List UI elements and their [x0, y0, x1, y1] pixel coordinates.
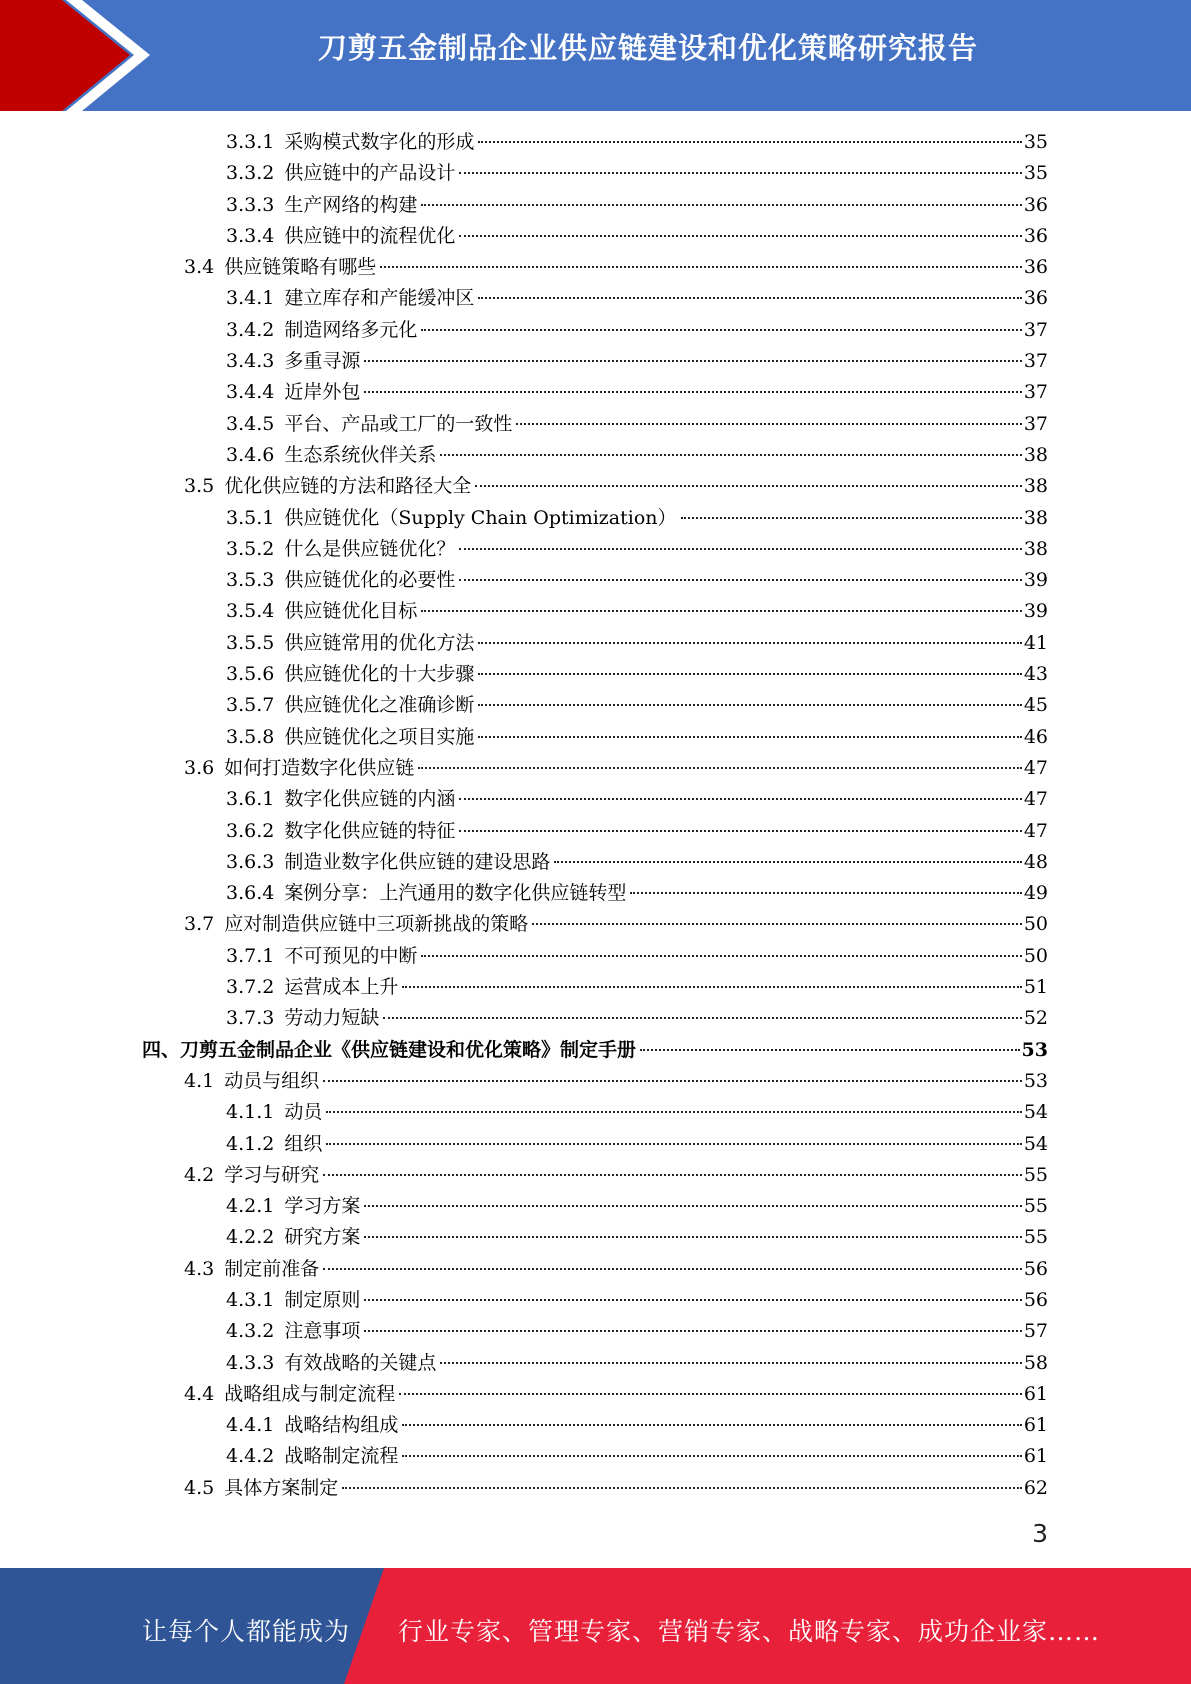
toc-entry-number: 3.7.1	[226, 944, 275, 967]
toc-entry-page: 56	[1023, 1257, 1048, 1280]
toc-dot-leader	[478, 641, 1021, 644]
toc-entry-number: 3.4.6	[226, 443, 275, 466]
toc-entry-label: 多重寻源	[284, 350, 361, 373]
toc-dot-leader	[323, 1173, 1022, 1176]
toc-entry-page: 39	[1023, 569, 1048, 592]
toc-dot-leader	[383, 1016, 1021, 1019]
toc-entry-label: 不可预见的中断	[284, 944, 418, 967]
toc-entry-label: 战略结构组成	[284, 1414, 399, 1437]
toc-entry[interactable]	[142, 596, 1048, 627]
toc-entry-label: 制定原则	[284, 1288, 361, 1311]
toc-entry-label: 供应链优化的十大步骤	[284, 663, 475, 686]
toc-entry-label: 制定前准备	[224, 1257, 320, 1280]
toc-dot-leader	[640, 1048, 1020, 1051]
toc-entry-page: 38	[1023, 443, 1048, 466]
toc-entry-page: 55	[1023, 1226, 1048, 1249]
toc-entry[interactable]	[142, 784, 1048, 815]
toc-entry-page: 48	[1023, 850, 1048, 873]
toc-entry[interactable]	[142, 941, 1048, 972]
toc-entry-page: 50	[1023, 944, 1048, 967]
toc-entry-number: 4.2.2	[226, 1226, 275, 1249]
toc-entry-number: 3.5.8	[226, 725, 275, 748]
toc-entry-label: 供应链优化目标	[284, 600, 418, 623]
toc-entry-number: 3.5.7	[226, 694, 275, 717]
toc-entry-label: 数字化供应链的内涵	[284, 788, 456, 811]
toc-entry[interactable]	[142, 878, 1048, 909]
toc-dot-leader	[421, 609, 1021, 612]
toc-entry-label: 刀剪五金制品企业《供应链建设和优化策略》制定手册	[180, 1038, 637, 1061]
toc-entry-number: 3.5.2	[226, 537, 275, 560]
page-number: 3	[1032, 1519, 1048, 1548]
toc-entry-page: 49	[1023, 882, 1048, 905]
toc-entry-page: 47	[1023, 819, 1048, 842]
toc-entry-number: 4.1.2	[226, 1132, 275, 1155]
toc-entry-page: 39	[1023, 600, 1048, 623]
toc-entry-page: 46	[1023, 725, 1048, 748]
toc-entry-number: 4.3	[184, 1257, 215, 1280]
toc-dot-leader	[459, 171, 1021, 174]
toc-entry-label: 什么是供应链优化？	[284, 537, 456, 560]
toc-dot-leader	[475, 484, 1022, 487]
toc-entry-label: 制造网络多元化	[284, 318, 418, 341]
toc-entry[interactable]	[142, 1316, 1048, 1347]
toc-entry-page: 37	[1023, 381, 1048, 404]
toc-entry-label: 供应链优化之准确诊断	[284, 694, 475, 717]
toc-dot-leader	[402, 985, 1021, 988]
toc-entry-page: 61	[1023, 1414, 1048, 1437]
toc-entry-number: 3.4.1	[226, 287, 275, 310]
toc-entry[interactable]	[142, 1191, 1048, 1222]
toc-entry-label: 数字化供应链的特征	[284, 819, 456, 842]
toc-entry-page: 57	[1023, 1320, 1048, 1343]
toc-entry-page: 43	[1023, 663, 1048, 686]
toc-entry-label: 供应链常用的优化方法	[284, 631, 475, 654]
toc-entry-label: 战略组成与制定流程	[224, 1382, 396, 1405]
toc-entry-label: 战略制定流程	[284, 1445, 399, 1468]
toc-entry-number: 3.5.1	[226, 506, 275, 529]
toc-entry-page: 61	[1023, 1445, 1048, 1468]
toc-entry[interactable]	[142, 127, 1048, 158]
table-of-contents	[142, 127, 1048, 1504]
toc-entry-number: 4.4.2	[226, 1445, 275, 1468]
toc-entry-number: 3.6.3	[226, 850, 275, 873]
toc-entry-number: 4.3.2	[226, 1320, 275, 1343]
toc-entry[interactable]	[142, 471, 1048, 502]
toc-entry-page: 55	[1023, 1195, 1048, 1218]
toc-entry-number: 4.5	[184, 1476, 215, 1499]
toc-entry[interactable]	[142, 503, 1048, 534]
toc-entry[interactable]	[142, 409, 1048, 440]
toc-dot-leader	[380, 265, 1022, 268]
page-header	[0, 0, 1191, 111]
toc-entry-number: 3.4.5	[226, 412, 275, 435]
toc-entry-number: 4.2	[184, 1163, 215, 1186]
toc-entry[interactable]	[142, 1035, 1048, 1066]
toc-entry-page: 41	[1023, 631, 1048, 654]
toc-dot-leader	[418, 766, 1022, 769]
toc-entry[interactable]	[142, 252, 1048, 283]
toc-entry-number: 3.4.3	[226, 350, 275, 373]
toc-entry[interactable]	[142, 847, 1048, 878]
toc-dot-leader	[399, 1392, 1022, 1395]
toc-dot-leader	[478, 672, 1021, 675]
toc-entry-number: 3.7.3	[226, 1007, 275, 1030]
toc-entry-label: 采购模式数字化的形成	[284, 131, 475, 153]
toc-dot-leader	[459, 829, 1021, 832]
toc-entry-number: 3.6.4	[226, 882, 275, 905]
toc-entry-page: 37	[1023, 318, 1048, 341]
toc-entry-number: 3.3.3	[226, 193, 275, 216]
toc-entry-number: 3.6	[184, 756, 215, 779]
toc-dot-leader	[440, 1361, 1021, 1364]
red-arrow-shape	[0, 0, 130, 111]
toc-dot-leader	[326, 1142, 1021, 1145]
toc-dot-leader	[478, 735, 1021, 738]
toc-entry-number: 3.5.6	[226, 663, 275, 686]
toc-entry-number: 3.5	[184, 475, 215, 498]
footer-slogan-left: 让每个人都能成为	[142, 1617, 351, 1646]
toc-entry-page: 54	[1023, 1101, 1048, 1124]
toc-entry-page: 54	[1023, 1132, 1048, 1155]
toc-entry-number: 3.6.2	[226, 819, 275, 842]
toc-entry[interactable]	[142, 909, 1048, 940]
toc-entry-label: 如何打造数字化供应链	[224, 756, 415, 779]
toc-dot-leader	[516, 422, 1021, 425]
toc-entry-label: 注意事项	[284, 1320, 361, 1343]
toc-dot-leader	[364, 1204, 1021, 1207]
toc-dot-leader	[478, 703, 1021, 706]
toc-entry-label: 动员与组织	[224, 1069, 320, 1092]
toc-entry-page: 47	[1023, 788, 1048, 811]
toc-entry-page: 62	[1023, 1476, 1048, 1499]
toc-dot-leader	[532, 922, 1022, 925]
toc-dot-leader	[364, 359, 1021, 362]
toc-entry-label: 组织	[284, 1132, 323, 1155]
toc-entry-label: 建立库存和产能缓冲区	[284, 287, 475, 310]
toc-entry-number: 4.4.1	[226, 1414, 275, 1437]
toc-entry-number: 4.1.1	[226, 1101, 275, 1124]
toc-dot-leader	[478, 140, 1021, 143]
toc-entry-label: 劳动力短缺	[284, 1007, 380, 1030]
toc-entry-number: 3.5.4	[226, 600, 275, 623]
toc-entry-page: 55	[1023, 1163, 1048, 1186]
toc-entry[interactable]	[142, 346, 1048, 377]
toc-entry-label: 近岸外包	[284, 381, 361, 404]
toc-entry[interactable]	[142, 753, 1048, 784]
toc-entry-page: 53	[1023, 1069, 1048, 1092]
toc-entry-page: 35	[1023, 131, 1048, 153]
toc-entry[interactable]	[142, 158, 1048, 189]
toc-dot-leader	[459, 234, 1021, 237]
toc-entry-label: 供应链优化之项目实施	[284, 725, 475, 748]
toc-entry-number: 3.3.1	[226, 131, 275, 153]
toc-entry-number: 3.6.1	[226, 788, 275, 811]
toc-entry[interactable]	[142, 1066, 1048, 1097]
toc-entry-number: 3.4.2	[226, 318, 275, 341]
toc-entry-page: 53	[1021, 1038, 1048, 1061]
toc-dot-leader	[364, 1235, 1021, 1238]
toc-entry-number: 3.4	[184, 256, 215, 279]
toc-entry[interactable]	[142, 1379, 1048, 1410]
toc-entry[interactable]	[142, 1129, 1048, 1160]
toc-entry-label: 研究方案	[284, 1226, 361, 1249]
toc-entry[interactable]	[142, 221, 1048, 252]
toc-entry[interactable]	[142, 1003, 1048, 1034]
toc-entry-number: 四、	[142, 1038, 181, 1061]
toc-entry[interactable]	[142, 377, 1048, 408]
toc-entry-label: 有效战略的关键点	[284, 1351, 437, 1374]
toc-entry[interactable]	[142, 628, 1048, 659]
toc-entry[interactable]	[142, 1473, 1048, 1504]
toc-entry-number: 4.2.1	[226, 1195, 275, 1218]
toc-dot-leader	[364, 390, 1021, 393]
toc-dot-leader	[421, 954, 1021, 957]
toc-dot-leader	[440, 453, 1021, 456]
toc-entry-number: 3.4.4	[226, 381, 275, 404]
toc-entry[interactable]	[142, 1410, 1048, 1441]
toc-entry-label: 平台、产品或工厂的一致性	[284, 412, 513, 435]
toc-entry[interactable]	[142, 1160, 1048, 1191]
toc-entry-page: 37	[1023, 350, 1048, 373]
toc-dot-leader	[478, 296, 1021, 299]
toc-entry[interactable]	[142, 1097, 1048, 1128]
toc-entry-number: 3.7.2	[226, 976, 275, 999]
toc-dot-leader	[630, 891, 1021, 894]
toc-entry-page: 56	[1023, 1288, 1048, 1311]
toc-entry[interactable]	[142, 722, 1048, 753]
toc-dot-leader	[554, 860, 1021, 863]
toc-entry-page: 36	[1023, 287, 1048, 310]
toc-entry-page: 36	[1023, 193, 1048, 216]
toc-entry-number: 4.4	[184, 1382, 215, 1405]
toc-entry-number: 3.5.5	[226, 631, 275, 654]
toc-entry-label: 运营成本上升	[284, 976, 399, 999]
toc-entry[interactable]	[142, 1285, 1048, 1316]
toc-entry-page: 51	[1023, 976, 1048, 999]
toc-entry[interactable]	[142, 816, 1048, 847]
toc-entry[interactable]	[142, 1222, 1048, 1253]
toc-entry-label: 学习方案	[284, 1195, 361, 1218]
toc-entry[interactable]	[142, 1441, 1048, 1472]
toc-entry-label: 学习与研究	[224, 1163, 320, 1186]
toc-dot-leader	[459, 578, 1021, 581]
toc-entry[interactable]	[142, 565, 1048, 596]
toc-entry-page: 61	[1023, 1382, 1048, 1405]
toc-entry-label: 制造业数字化供应链的建设思路	[284, 850, 551, 873]
footer-slogan-right: 行业专家、管理专家、营销专家、战略专家、成功企业家……	[398, 1617, 1101, 1646]
toc-dot-leader	[459, 547, 1021, 550]
toc-entry-page: 35	[1023, 162, 1048, 185]
toc-entry-label: 具体方案制定	[224, 1476, 339, 1499]
toc-entry-label: 应对制造供应链中三项新挑战的策略	[224, 913, 529, 936]
toc-entry-page: 38	[1023, 506, 1048, 529]
page-footer	[0, 1568, 1191, 1684]
toc-entry-page: 52	[1023, 1007, 1048, 1030]
toc-dot-leader	[459, 797, 1021, 800]
toc-entry-number: 4.3.1	[226, 1288, 275, 1311]
toc-entry-page: 50	[1023, 913, 1048, 936]
toc-entry[interactable]	[142, 1254, 1048, 1285]
toc-entry-label: 优化供应链的方法和路径大全	[224, 475, 472, 498]
toc-entry-label: 生产网络的构建	[284, 193, 418, 216]
toc-entry[interactable]	[142, 690, 1048, 721]
toc-entry-number: 3.3.4	[226, 224, 275, 247]
toc-dot-leader	[681, 516, 1022, 519]
toc-dot-leader	[364, 1298, 1021, 1301]
toc-entry[interactable]	[142, 440, 1048, 471]
toc-dot-leader	[402, 1423, 1021, 1426]
toc-entry-page: 36	[1023, 224, 1048, 247]
toc-entry[interactable]	[142, 283, 1048, 314]
toc-entry-label: 案例分享：上汽通用的数字化供应链转型	[284, 882, 627, 905]
toc-entry-label: 供应链优化（Supply Chain Optimization）	[284, 506, 677, 529]
toc-entry[interactable]	[142, 659, 1048, 690]
toc-entry-label: 供应链中的产品设计	[284, 162, 456, 185]
toc-entry-label: 供应链策略有哪些	[224, 256, 377, 279]
toc-dot-leader	[402, 1454, 1021, 1457]
toc-entry-number: 3.5.3	[226, 569, 275, 592]
toc-dot-leader	[421, 328, 1021, 331]
toc-dot-leader	[326, 1110, 1021, 1113]
toc-entry[interactable]	[142, 190, 1048, 221]
toc-entry[interactable]	[142, 534, 1048, 565]
toc-entry[interactable]	[142, 972, 1048, 1003]
toc-entry-label: 供应链中的流程优化	[284, 224, 456, 247]
toc-entry-page: 47	[1023, 756, 1048, 779]
toc-dot-leader	[323, 1267, 1022, 1270]
toc-entry[interactable]	[142, 315, 1048, 346]
toc-entry-number: 3.7	[184, 913, 215, 936]
toc-entry-number: 4.3.3	[226, 1351, 275, 1374]
toc-entry-label: 动员	[284, 1101, 323, 1124]
toc-entry-number: 3.3.2	[226, 162, 275, 185]
toc-entry-page: 58	[1023, 1351, 1048, 1374]
toc-dot-leader	[421, 203, 1021, 206]
toc-entry-page: 38	[1023, 537, 1048, 560]
toc-entry-label: 生态系统伙伴关系	[284, 443, 437, 466]
toc-entry-page: 38	[1023, 475, 1048, 498]
toc-entry-label: 供应链优化的必要性	[284, 569, 456, 592]
toc-dot-leader	[342, 1486, 1022, 1489]
toc-entry-page: 37	[1023, 412, 1048, 435]
toc-dot-leader	[323, 1079, 1022, 1082]
toc-entry-page: 45	[1023, 694, 1048, 717]
report-title: 刀剪五金制品企业供应链建设和优化策略研究报告	[317, 31, 978, 65]
toc-dot-leader	[364, 1329, 1021, 1332]
toc-entry-page: 36	[1023, 256, 1048, 279]
toc-entry[interactable]	[142, 1348, 1048, 1379]
toc-entry-number: 4.1	[184, 1069, 215, 1092]
